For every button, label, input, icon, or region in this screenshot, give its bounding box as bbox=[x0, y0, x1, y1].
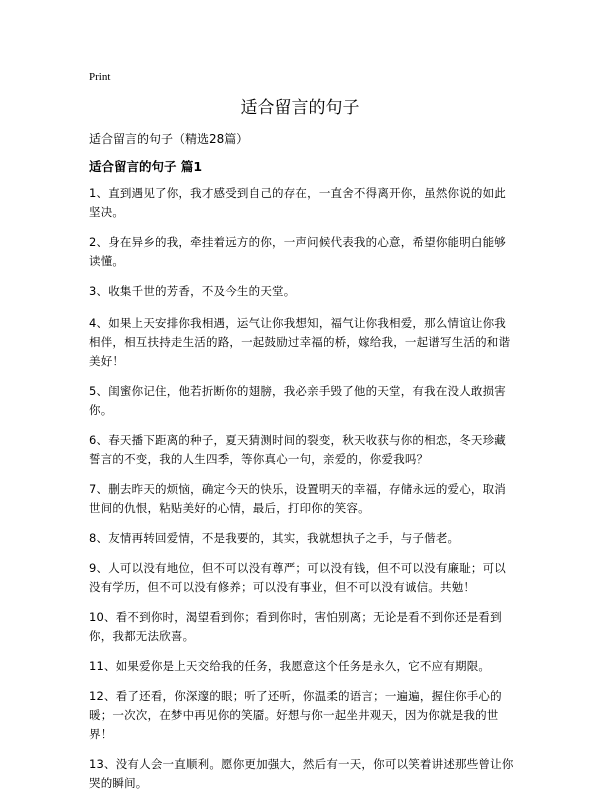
list-item: 13、没有人会一直顺利。愿你更加强大，然后有一天，你可以笑着讲述那些曾让你哭的瞬间。 bbox=[89, 757, 514, 790]
list-item: 4、如果上天安排你我相遇，运气让你我想知，福气让你我相爱，那么情谊让你我相伴，相互扶持走生活的路，一起鼓励过幸福的桥，嫁给我，一起谱写生活的和谐美好！ bbox=[89, 316, 511, 368]
list-item: 1、直到遇见了你，我才感受到自己的存在，一直舍不得离开你，虽然你说的如此坚决。 bbox=[89, 186, 507, 219]
list-item: 11、如果爱你是上天交给我的任务，我愿意这个任务是永久，它不应有期限。 bbox=[89, 659, 491, 673]
section-heading: 适合留言的句子 篇1 bbox=[89, 159, 203, 174]
list-item: 7、删去昨天的烦恼，确定今天的快乐，设置明天的幸福，存储永远的爱心，取消世间的仇恨，粘贴美好的心情，最后，打印你的笑容。 bbox=[89, 482, 507, 515]
list-item: 2、身在异乡的我，牵挂着远方的你，一声问候代表我的心意，希望你能明白能够读懂。 bbox=[89, 235, 507, 268]
list-item: 10、看不到你时，渴望看到你；看到你时，害怕别离；无论是看不到你还是看到你，我都无法欣喜。 bbox=[89, 610, 502, 643]
list-item: 9、人可以没有地位，但不可以没有尊严；可以没有钱，但不可以没有廉耻；可以没有学历，但不可以没有修养；可以没有事业，但不可以没有诚信。共勉！ bbox=[89, 561, 507, 594]
document-title: 适合留言的句子 bbox=[240, 98, 360, 118]
list-item: 12、看了还看，你深邃的眼；听了还听，你温柔的语言；一遍遍，握住你手心的暖；一次次，在梦中再见你的笑靥。好想与你一起坐井观天，因为你就是我的世界！ bbox=[89, 689, 502, 741]
list-item: 3、收集千世的芳香，不及今生的天堂。 bbox=[89, 284, 296, 298]
sentence-list bbox=[89, 184, 517, 804]
list-item: 5、闺蜜你记住，他若折断你的翅膀，我必亲手毁了他的天堂，有我在没人敢损害你。 bbox=[89, 384, 507, 417]
list-item: 6、春天播下距离的种子，夏天猜测时间的裂变，秋天收获与你的相恋，冬天珍藏誓言的不变，我的人生四季，等你真心一句，亲爱的，你爱我吗？ bbox=[89, 433, 507, 466]
list-item: 8、友情再转回爱情，不是我要的，其实，我就想执子之手，与子偕老。 bbox=[89, 531, 460, 545]
print-label: Print bbox=[89, 71, 111, 83]
document-subtitle: 适合留言的句子（精选28篇） bbox=[89, 132, 249, 146]
